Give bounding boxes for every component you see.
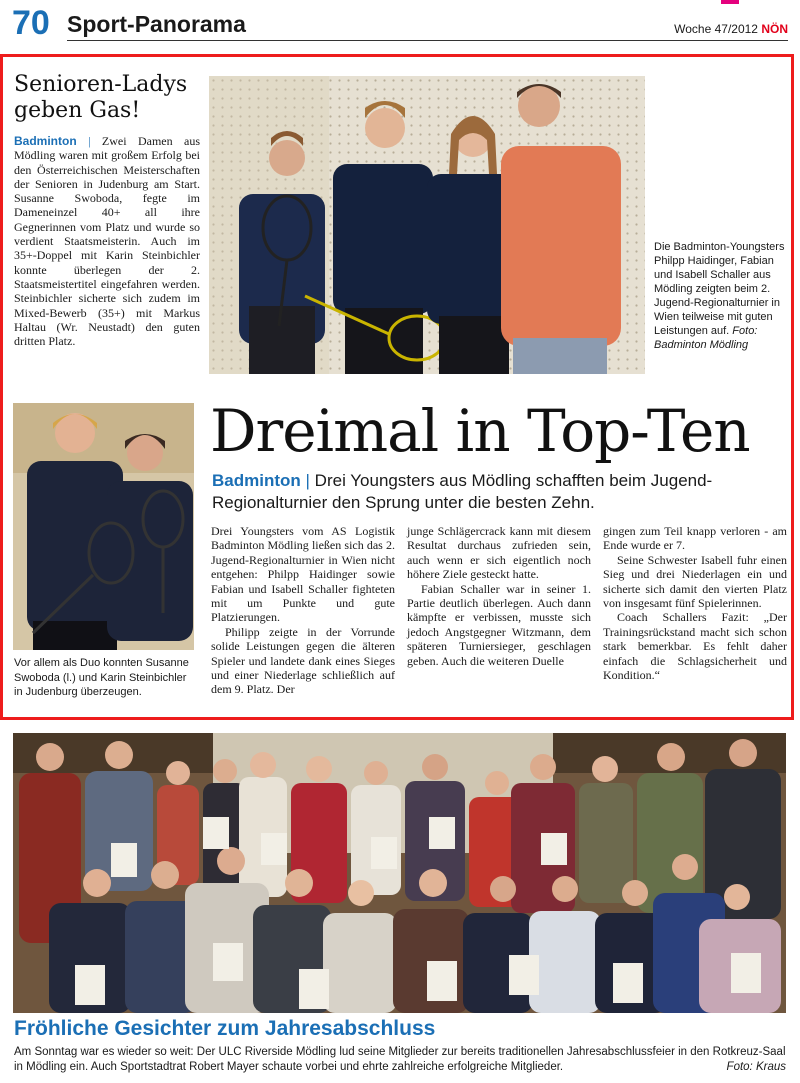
youth-photo-illustration bbox=[209, 76, 645, 374]
duo-photo bbox=[13, 403, 194, 650]
col1-paragraph-1: Drei Youngsters vom AS Logistik Badminton Mödling ließen sich das 2. Jugend-Regionalturnier in Wien nicht entgehen: Philpp Haidinger sowie Fabian und Isabell Schaller fighteten mit um Punkte und gute Platzierungen. bbox=[211, 524, 395, 625]
brand-logo: NÖN bbox=[761, 22, 788, 36]
issue-week: Woche 47/2012 bbox=[674, 22, 758, 36]
seniors-body bbox=[14, 134, 200, 348]
group-photo-credit: Foto: Kraus bbox=[726, 1060, 786, 1073]
article-deck-text: Drei Youngsters aus Mödling schafften beim Jugend-Regionalturnier den Sprung unter die besten Zehn. bbox=[212, 471, 713, 512]
duo-photo-illustration bbox=[13, 403, 194, 650]
youth-photo-caption bbox=[654, 240, 790, 352]
col2-paragraph-2: Fabian Schaller war in seiner 1. Partie deutlich überlegen. Auch dann kämpfte er verbissen, musste sich jedoch Angstgegner Witzmann, dem späteren Turniersieger, geschlagen geben. Auch die weiteren Duelle bbox=[407, 581, 591, 668]
article-column-1 bbox=[211, 524, 395, 697]
col3-paragraph-1: gingen zum Teil knapp verloren - am Ende wurde er 7. bbox=[603, 524, 787, 553]
group-caption-text: Am Sonntag war es wieder so weit: Der ULC Riverside Mödling lud seine Mitglieder zur bereits traditionellen Jahresabschlussfeier in den Rotkreuz-Saal in Mödling ein. Auch Sportstadtrat Robert Mayer schaute vorbei und ehrte zahlreiche erfolgreiche Mitglieder. bbox=[14, 1046, 786, 1073]
group-photo-illustration bbox=[13, 733, 786, 1013]
issue-info bbox=[674, 22, 788, 36]
section-title: Sport-Panorama bbox=[67, 11, 246, 37]
seniors-text: Zwei Damen aus Mödling waren mit großem Erfolg bei den Österreichischen Meisterschaften der Senioren in Judenburg am Start. Susanne Swoboda, fegte im Dameneinzel 40+ all ihre Gegnerinnen vom Platz und wurde so verdient Staatsmeisterin. Auch im 35+-Doppel mit Karin Steinbichler konnte überlegen der 2. Staatsmeistertitel eingefahren werden. Steinbichler sicherte sich zudem im Mixed-Bewerb (35+) mit Markus Haltau (Wr. Neustadt) den guten dritten Platz. bbox=[14, 134, 200, 349]
duo-photo-caption: Vor allem als Duo konnten Susanne Swoboda (l.) und Karin Steinbichler in Judenburg überzeugen. bbox=[14, 657, 189, 698]
col2-paragraph-1: junge Schlägercrack kann mit diesem Resultat durchaus zufrieden sein, auch wenn er sich eigentlich noch höhere Ziele gesteckt hatte. bbox=[407, 524, 591, 582]
youth-photo-credit: Foto: Badminton Mödling bbox=[654, 325, 758, 351]
group-caption bbox=[14, 1045, 786, 1074]
article-kicker: Badminton bbox=[212, 471, 301, 490]
col3-paragraph-2: Seine Schwester Isabell fuhr einen Sieg und drei Niederlagen ein und sicherte sich damit den vierten Platz von insgesamt fünf Spielerinnen. bbox=[603, 552, 787, 611]
header-rule bbox=[67, 40, 788, 41]
article-column-3 bbox=[603, 524, 787, 682]
col1-paragraph-2: Philipp zeigte in der Vorrunde solide Leistungen gegen die älteren Spieler und landete dank eines Sieges und einer Niederlage schließlich auf dem 9. Platz. Der bbox=[211, 624, 395, 697]
seniors-kicker: Badminton bbox=[14, 134, 77, 148]
col3-paragraph-3: Coach Schallers Fazit: „Der Trainingsrückstand macht sich schon stark bemerkbar. Es fehlt daher einfach die Schlagsicherheit und Kondition.“ bbox=[603, 610, 787, 683]
article-headline: Dreimal in Top-Ten bbox=[210, 397, 750, 465]
article-column-2 bbox=[407, 524, 591, 668]
page-number: 70 bbox=[12, 4, 50, 42]
youth-caption-text: Die Badminton-Youngsters Philpp Haidinger, Fabian und Isabell Schaller aus Mödling zeigten beim 2. Jugend-Regionalturnier in Wien teilweise mit guten Leistungen auf. bbox=[654, 241, 785, 337]
article-deck bbox=[212, 470, 792, 514]
page-header bbox=[0, 0, 800, 44]
youth-team-photo bbox=[209, 76, 645, 374]
group-headline: Fröhliche Gesichter zum Jahresabschluss bbox=[14, 1017, 436, 1040]
seniors-headline: Senioren-Ladys geben Gas! bbox=[14, 72, 188, 123]
group-photo bbox=[13, 733, 786, 1013]
article-separator: | bbox=[305, 471, 310, 490]
seniors-separator: | bbox=[88, 134, 91, 148]
header-accent bbox=[721, 0, 739, 4]
